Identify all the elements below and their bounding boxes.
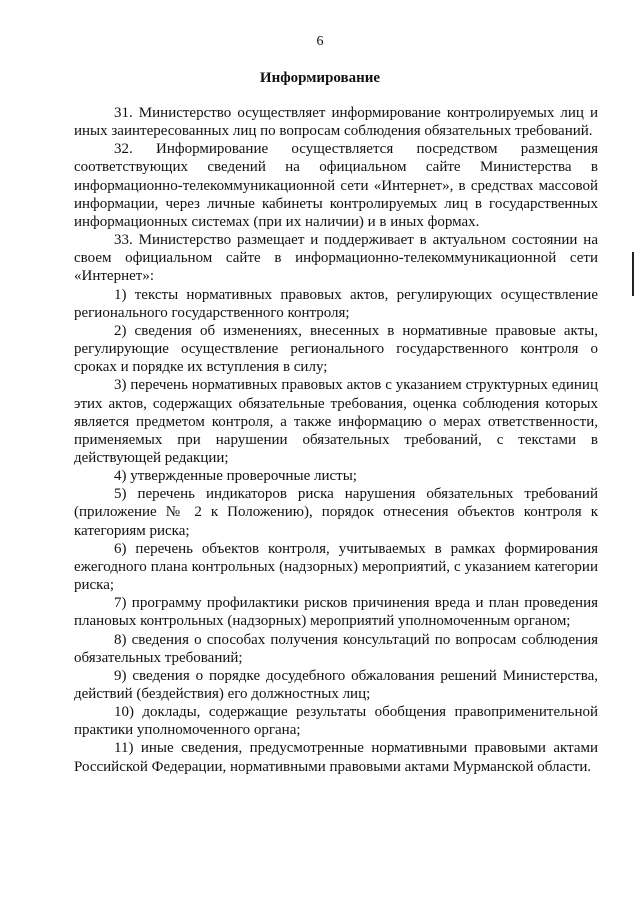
list-item-9: 9) сведения о порядке досудебного обжалования решений Министерства, действий (бездействия) его должностных лиц; bbox=[74, 667, 598, 702]
document-body bbox=[74, 104, 598, 776]
list-item-7: 7) программу профилактики рисков причинения вреда и план проведения плановых контрольных (надзорных) мероприятий уполномоченным органом; bbox=[74, 595, 598, 630]
list-item-5: 5) перечень индикаторов риска нарушения обязательных требований (приложение № 2 к Положению), порядок отнесения объектов контроля к категориям риска; bbox=[74, 486, 598, 539]
paragraph-31: 31. Министерство осуществляет информирование контролируемых лиц и иных заинтересованных лиц по вопросам соблюдения обязательных требований. bbox=[74, 105, 598, 140]
list-item-10: 10) доклады, содержащие результаты обобщения правоприменительной практики уполномоченного органа; bbox=[74, 704, 598, 739]
list-item-1: 1) тексты нормативных правовых актов, регулирующих осуществление регионального государственного контроля; bbox=[74, 286, 598, 321]
list-item-11: 11) иные сведения, предусмотренные нормативными правовыми актами Российской Федерации, нормативными правовыми актами Мурманской области. bbox=[74, 740, 598, 775]
list-item-2: 2) сведения об изменениях, внесенных в нормативные правовые акты, регулирующие осуществление регионального государственного контроля о сроках и порядке их вступления в силу; bbox=[74, 322, 598, 376]
list-item-6: 6) перечень объектов контроля, учитываемых в рамках формирования ежегодного плана контрольных (надзорных) мероприятий, с указанием категории риска; bbox=[74, 540, 598, 594]
list-item-4: 4) утвержденные проверочные листы; bbox=[114, 468, 357, 485]
page-number: 6 bbox=[316, 34, 324, 49]
list-item-3: 3) перечень нормативных правовых актов с указанием структурных единиц этих актов, содержащих обязательные требования, оценка соблюдения которых является предметом контроля, а также информацию о мерах ответственности, применяемых при нарушении обязательных требований, с текстами в действующей редакции; bbox=[74, 377, 598, 466]
section-title: Информирование bbox=[259, 70, 381, 86]
paragraph-32: 32. Информирование осуществляется посредством размещения соответствующих сведений на официальном сайте Министерства в информационно-телекоммуникационной сети «Интернет», в средствах массовой информации, через личные кабинеты контролируемых лиц в государственных информационных системах (при их наличии) и в иных формах. bbox=[74, 141, 598, 230]
scan-edge-mark bbox=[632, 252, 634, 296]
list-item-8: 8) сведения о способах получения консультаций по вопросам соблюдения обязательных требований; bbox=[74, 631, 598, 666]
paragraph-33: 33. Министерство размещает и поддерживает в актуальном состоянии на своем официальном сайте в информационно-телекоммуникационной сети «Интернет»: bbox=[74, 232, 598, 285]
